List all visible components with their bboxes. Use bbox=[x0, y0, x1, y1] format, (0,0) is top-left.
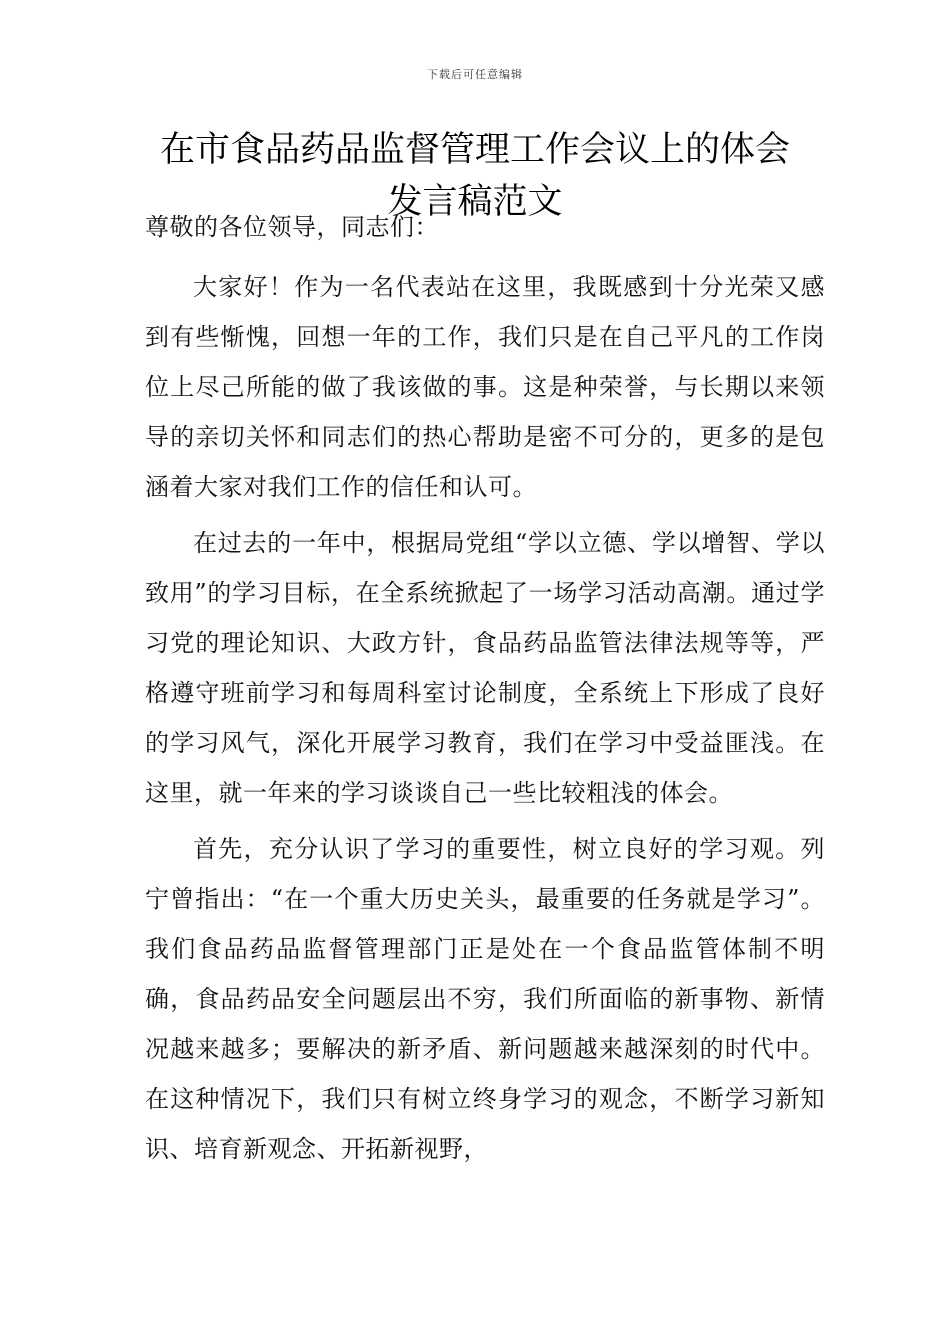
paragraph-2: 在过去的一年中，根据局党组“学以立德、学以增智、学以致用”的学习目标，在全系统掀起了一场学习活动高潮。通过学习党的理论知识、大政方针，食品药品监管法律法规等等，严格遵守班前学习和每周科室讨论制度，全系统上下形成了良好的学习风气，深化开展学习教育，我们在学习中受益匪浅。在这里，就一年来的学习谈谈自己一些比较粗浅的体会。 bbox=[145, 529, 825, 807]
title-line-2: 发言稿范文 bbox=[387, 182, 563, 222]
title-line-1: 在市食品药品监督管理工作会议上的体会 bbox=[159, 130, 790, 170]
document-body bbox=[145, 213, 825, 1174]
paragraph-1: 大家好！作为一名代表站在这里，我既感到十分光荣又感到有些惭愧，回想一年的工作，我们只是在自己平凡的工作岗位上尽己所能的做了我该做的事。这是种荣誉，与长期以来领导的亲切关怀和同志们的热心帮助是密不可分的，更多的是包涵着大家对我们工作的信任和认可。 bbox=[145, 273, 825, 501]
salutation: 尊敬的各位领导，同志们： bbox=[145, 213, 439, 241]
header-note: 下载后可任意编辑 bbox=[427, 68, 523, 81]
paragraph-3: 首先，充分认识了学习的重要性，树立良好的学习观。列宁曾指出：“在一个重大历史关头，最重要的任务就是学习”。我们食品药品监督管理部门正是处在一个食品监管体制不明确，食品药品安全问题层出不穷，我们所面临的新事物、新情况越来越多；要解决的新矛盾、新问题越来越深刻的时代中。在这种情况下，我们只有树立终身学习的观念，不断学习新知识、培育新观念、开拓新视野， bbox=[145, 835, 825, 1163]
